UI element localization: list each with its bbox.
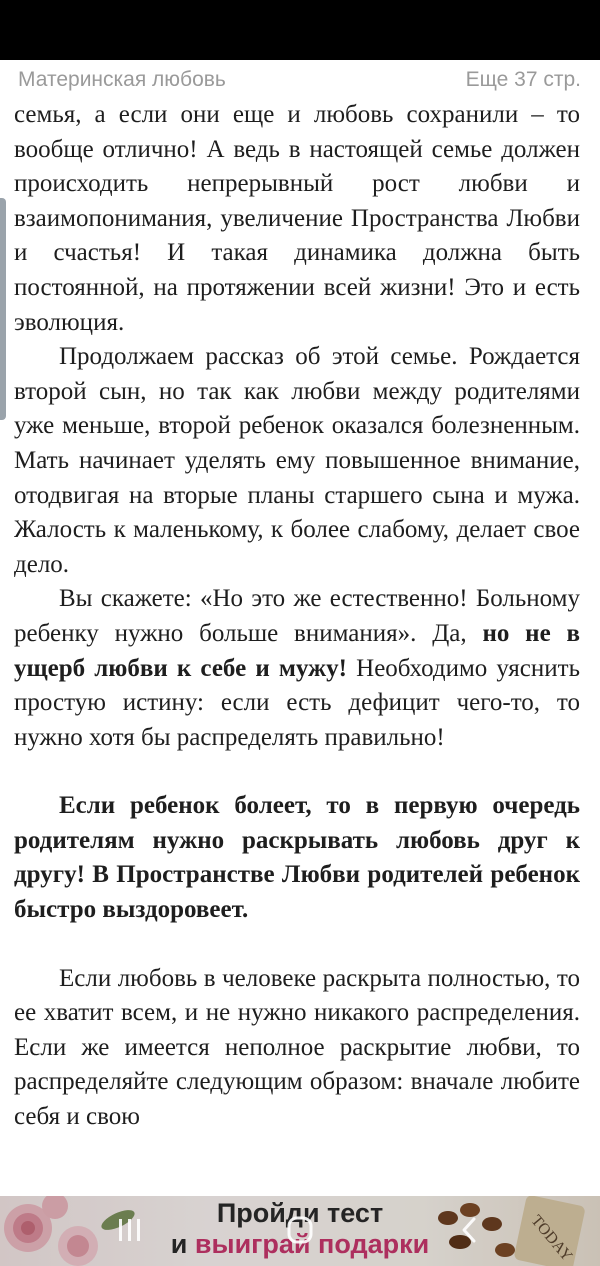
book-page-content: [14, 98, 580, 1135]
ad-highlight: выиграй подарки: [194, 1229, 430, 1259]
navigation-bar: [0, 1196, 600, 1266]
brand-label: TODAY: [527, 1212, 576, 1265]
pages-remaining: Еще 37 стр.: [465, 68, 581, 91]
status-bar: [0, 0, 600, 60]
paragraph: [14, 582, 580, 755]
home-icon[interactable]: [270, 1210, 330, 1250]
emphasis-text: но не в ущерб любви к себе и мужу!: [14, 619, 580, 682]
scroll-handle[interactable]: [0, 198, 6, 420]
back-icon[interactable]: [440, 1210, 500, 1250]
ad-headline: Пройди тест: [216, 1198, 384, 1228]
paragraph: Продолжаем рассказ об этой семье. Рождается второй сын, но так как любви между родителями уже меньше, второй ребенок оказался болезненным. Мать начинает уделять ему повышенное внимание, отодвигая на вторые планы старшего сына и мужа. Жалость к маленькому, к более слабому, делает свое дело.: [14, 343, 580, 578]
paragraph-text: Необходимо уяснить простую истину: если есть дефицит чего-то, то нужно хотя бы распределять правильно!: [14, 654, 580, 751]
paragraph: семья, а если они еще и любовь сохранили – то вообще отлично! А ведь в настоящей семье должен происходить непрерывный рост любви и взаимопонимания, увеличение Пространства Любви и счастья! И такая динамика должна быть постоянной, на протяжении всей жизни! Это и есть эволюция.: [14, 101, 580, 336]
ad-prefix: и: [170, 1229, 188, 1259]
recents-icon[interactable]: [100, 1210, 160, 1250]
paragraph-text: Вы скажете: «Но это же естественно! Больному ребенку нужно больше внимания». Да,: [14, 585, 580, 647]
book-title[interactable]: Материнская любовь: [18, 68, 226, 91]
highlighted-paragraph: Если ребенок болеет, то в первую очередь родителям нужно раскрывать любовь друг к другу! В Пространстве Любви родителей ребенок быстро выздоровеет.: [14, 792, 580, 924]
reader-header: [0, 60, 600, 100]
paragraph: Если любовь в человеке раскрыта полностью, то ее хватит всем, и не нужно никакого распределения. Если же имеется неполное раскрытие любви, то распределяйте следующим образом: вначале любите себя и свою: [14, 964, 580, 1131]
